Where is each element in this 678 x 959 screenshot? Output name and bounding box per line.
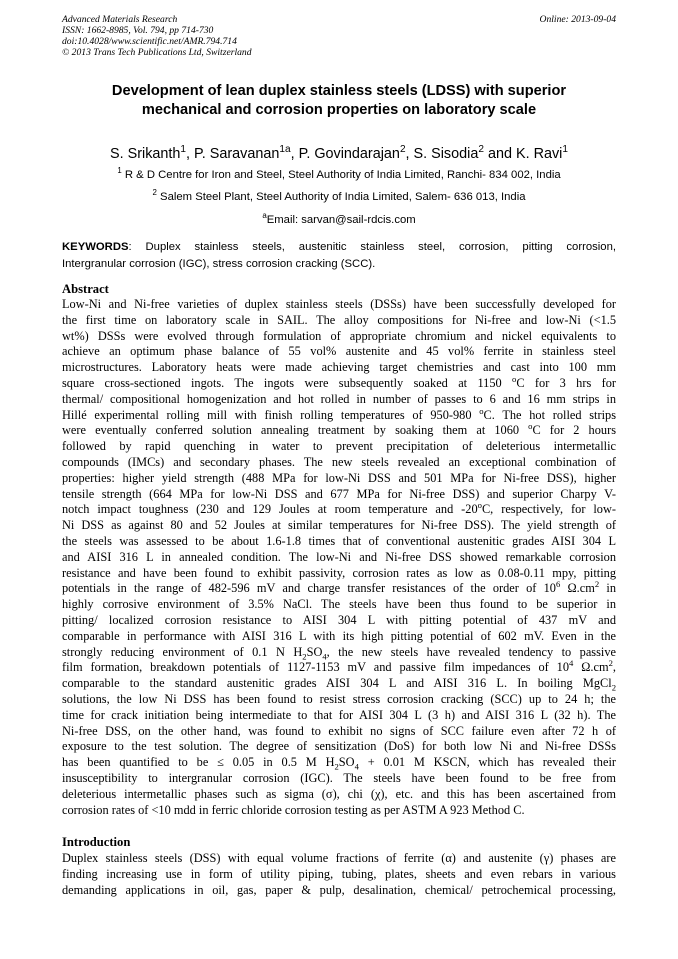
issn-line: ISSN: 1662-8985, Vol. 794, pp 714-730 xyxy=(62,25,214,36)
title-line: mechanical and corrosion properties on laboratory scale xyxy=(141,102,537,118)
copyright-line: © 2013 Trans Tech Publications Ltd, Switzerland xyxy=(62,47,252,58)
abstract-body: Low-Ni and Ni-free varieties of duplex stainless steels (DSSs) have been successfully developed for the first time on laboratory scale in SAIL. The alloy compositions for Ni-free and low-Ni (<1.5 wt%) DSSs were evolved through formulation of appropriate chromium and nickel equivalents to achieve an optimum phase balance of 55 vol% austenite and 45 vol% ferrite in stainless steel microstructures. Laboratory heats were made achieving target chemistries and cast into 100 mm square cross-sectioned ingots. The ingots were subsequently soaked at 1150 $^o$C for 3 hrs for thermal/ compositional homogenization and hot rolled in number of passes to 6 and 16 mm strips in Hillé experimental rolling mill with finish rolling temperatures of 950-980 $^o$C. The hot rolled strips were eventually conferred solution annealing treatment by soaking them at 1060 $^o$C for 2 hours followed by rapid quenching in water to prevent precipitation of deleterious intermetallic compounds (IMCs) and secondary phases. The new steels revealed an exceptional combination of properties: higher yield strength (488 MPa for low-Ni DSS and 501 MPa for Ni-free DSS), higher tensile strength (664 MPa for low-Ni DSS and 677 MPa for Ni-free DSS) and superior Charpy V- notch impact toughness (230 and 129 Joules at room temperature and -20$^o$C, respectively, for low- Ni DSS as against 80 and 52 Joules at similar temperatures for Ni-free DSS). The yield strength of the steels was assessed to be about 1.6-1.8 times that of conventional austenitic grades AISI 304 L and AISI 316 L in annealed condition. The low-Ni and Ni-free DSS showed remarkable corrosion resistance and have been found to exhibit passivity, corrosion rates as low as 0.08-0.11 mpy, pitting potentials in the range of 482-596 mV and charge transfer resistances of the order of $10^6$ $\Omega.cm^2$ in highly corrosive environment of 3.5% NaCl. The steels have been thus found to be superior in pitting/ localized corrosion resistance to AISI 304 L with pitting potential of 437 mV and comparable in performance with AISI 316 L with its high pitting potential of 602 mV. Even in the strongly reducing environment of 0.1 N $H_2SO_4$, the new steels have revealed tendency to passive film formation, breakdown potentials of 1127-1153 mV and passive film impedances of $10^4$ $\Omega.cm^2$, comparable to the standard austenitic grades AISI 304 L and AISI 316 L. In boiling MgCl$_2$ solutions, the low Ni DSS has been found to resist stress corrosion cracking (SCC) up to 24 h; the time for crack initiation being intermediate to that for AISI 304 L (3 h) and AISI 316 L (32 h). The Ni-free DSS, on the other hand, was found to exhibit no signs of SCC failure even after 72 h of exposure to the test solution. The degree of sensitization (DoS) for both low Ni and Ni-free DSSs has been quantified to be ≤ 0.05 in 0.5 M $H_2SO_4 + 0.01$ M KSCN, which has revealed their insusceptibility to intergranular corrosion (IGC). The steels have been found to be free from deleterious intermetallic phases such as sigma (σ), chi (χ), etc. and this has been ascertained from corrosion rates of <10 mdd in ferric chloride corrosion testing as per ASTM A 923 Method C. xyxy=(62,297,617,817)
abstract-heading: Abstract xyxy=(62,282,109,296)
keywords xyxy=(62,239,616,273)
author: P. Saravanan$^{1a}$ xyxy=(194,144,291,162)
author-list: S. Srikanth$^1$, P. Saravanan$^{1a}$, P. Govindarajan$^2$, S. Sisodia$^2$ and K. Ravi$^1$ xyxy=(110,144,568,162)
paper-title xyxy=(62,82,616,120)
introduction-heading: Introduction xyxy=(62,835,131,849)
keywords-line: Intergranular corrosion (IGC), stress corrosion cracking (SCC). xyxy=(62,258,376,270)
author: P. Govindarajan$^2$ xyxy=(298,144,406,162)
doi-line: doi:10.4028/www.scientific.net/AMR.794.714 xyxy=(62,36,237,47)
affiliation-2: $^2$ Salem Steel Plant, Steel Authority of India Limited, Salem- 636 013, India xyxy=(152,188,526,203)
author: S. Sisodia$^2$ xyxy=(413,144,484,162)
introduction-body: Duplex stainless steels (DSS) with equal volume fractions of ferrite (α) and austenite (γ) phases are finding increasing use in form of utility piping, tubing, plates, sheets and even rebars in various demanding applications in oil, gas, paper & pulp, desalination, chemical/ petrochemical processing, xyxy=(62,851,616,897)
running-header xyxy=(62,14,616,58)
keywords-line: KEYWORDS: Duplex stainless steels, austenitic stainless steel, corrosion, pitting corrosion, xyxy=(62,241,616,253)
title-line: Development of lean duplex stainless steels (LDSS) with superior xyxy=(111,83,567,99)
author-email: $^a$Email: sarvan@sail-rdcis.com xyxy=(262,211,416,226)
online-date: Online: 2013-09-04 xyxy=(539,14,616,25)
affiliation-1: $^1$ R & D Centre for Iron and Steel, Steel Authority of India Limited, Ranchi- 834 002, India xyxy=(117,166,561,181)
keywords-label: KEYWORDS xyxy=(62,241,129,253)
author: K. Ravi$^1$ xyxy=(515,144,568,162)
author: S. Srikanth$^1$ xyxy=(110,144,187,162)
journal-name: Advanced Materials Research xyxy=(62,14,178,25)
